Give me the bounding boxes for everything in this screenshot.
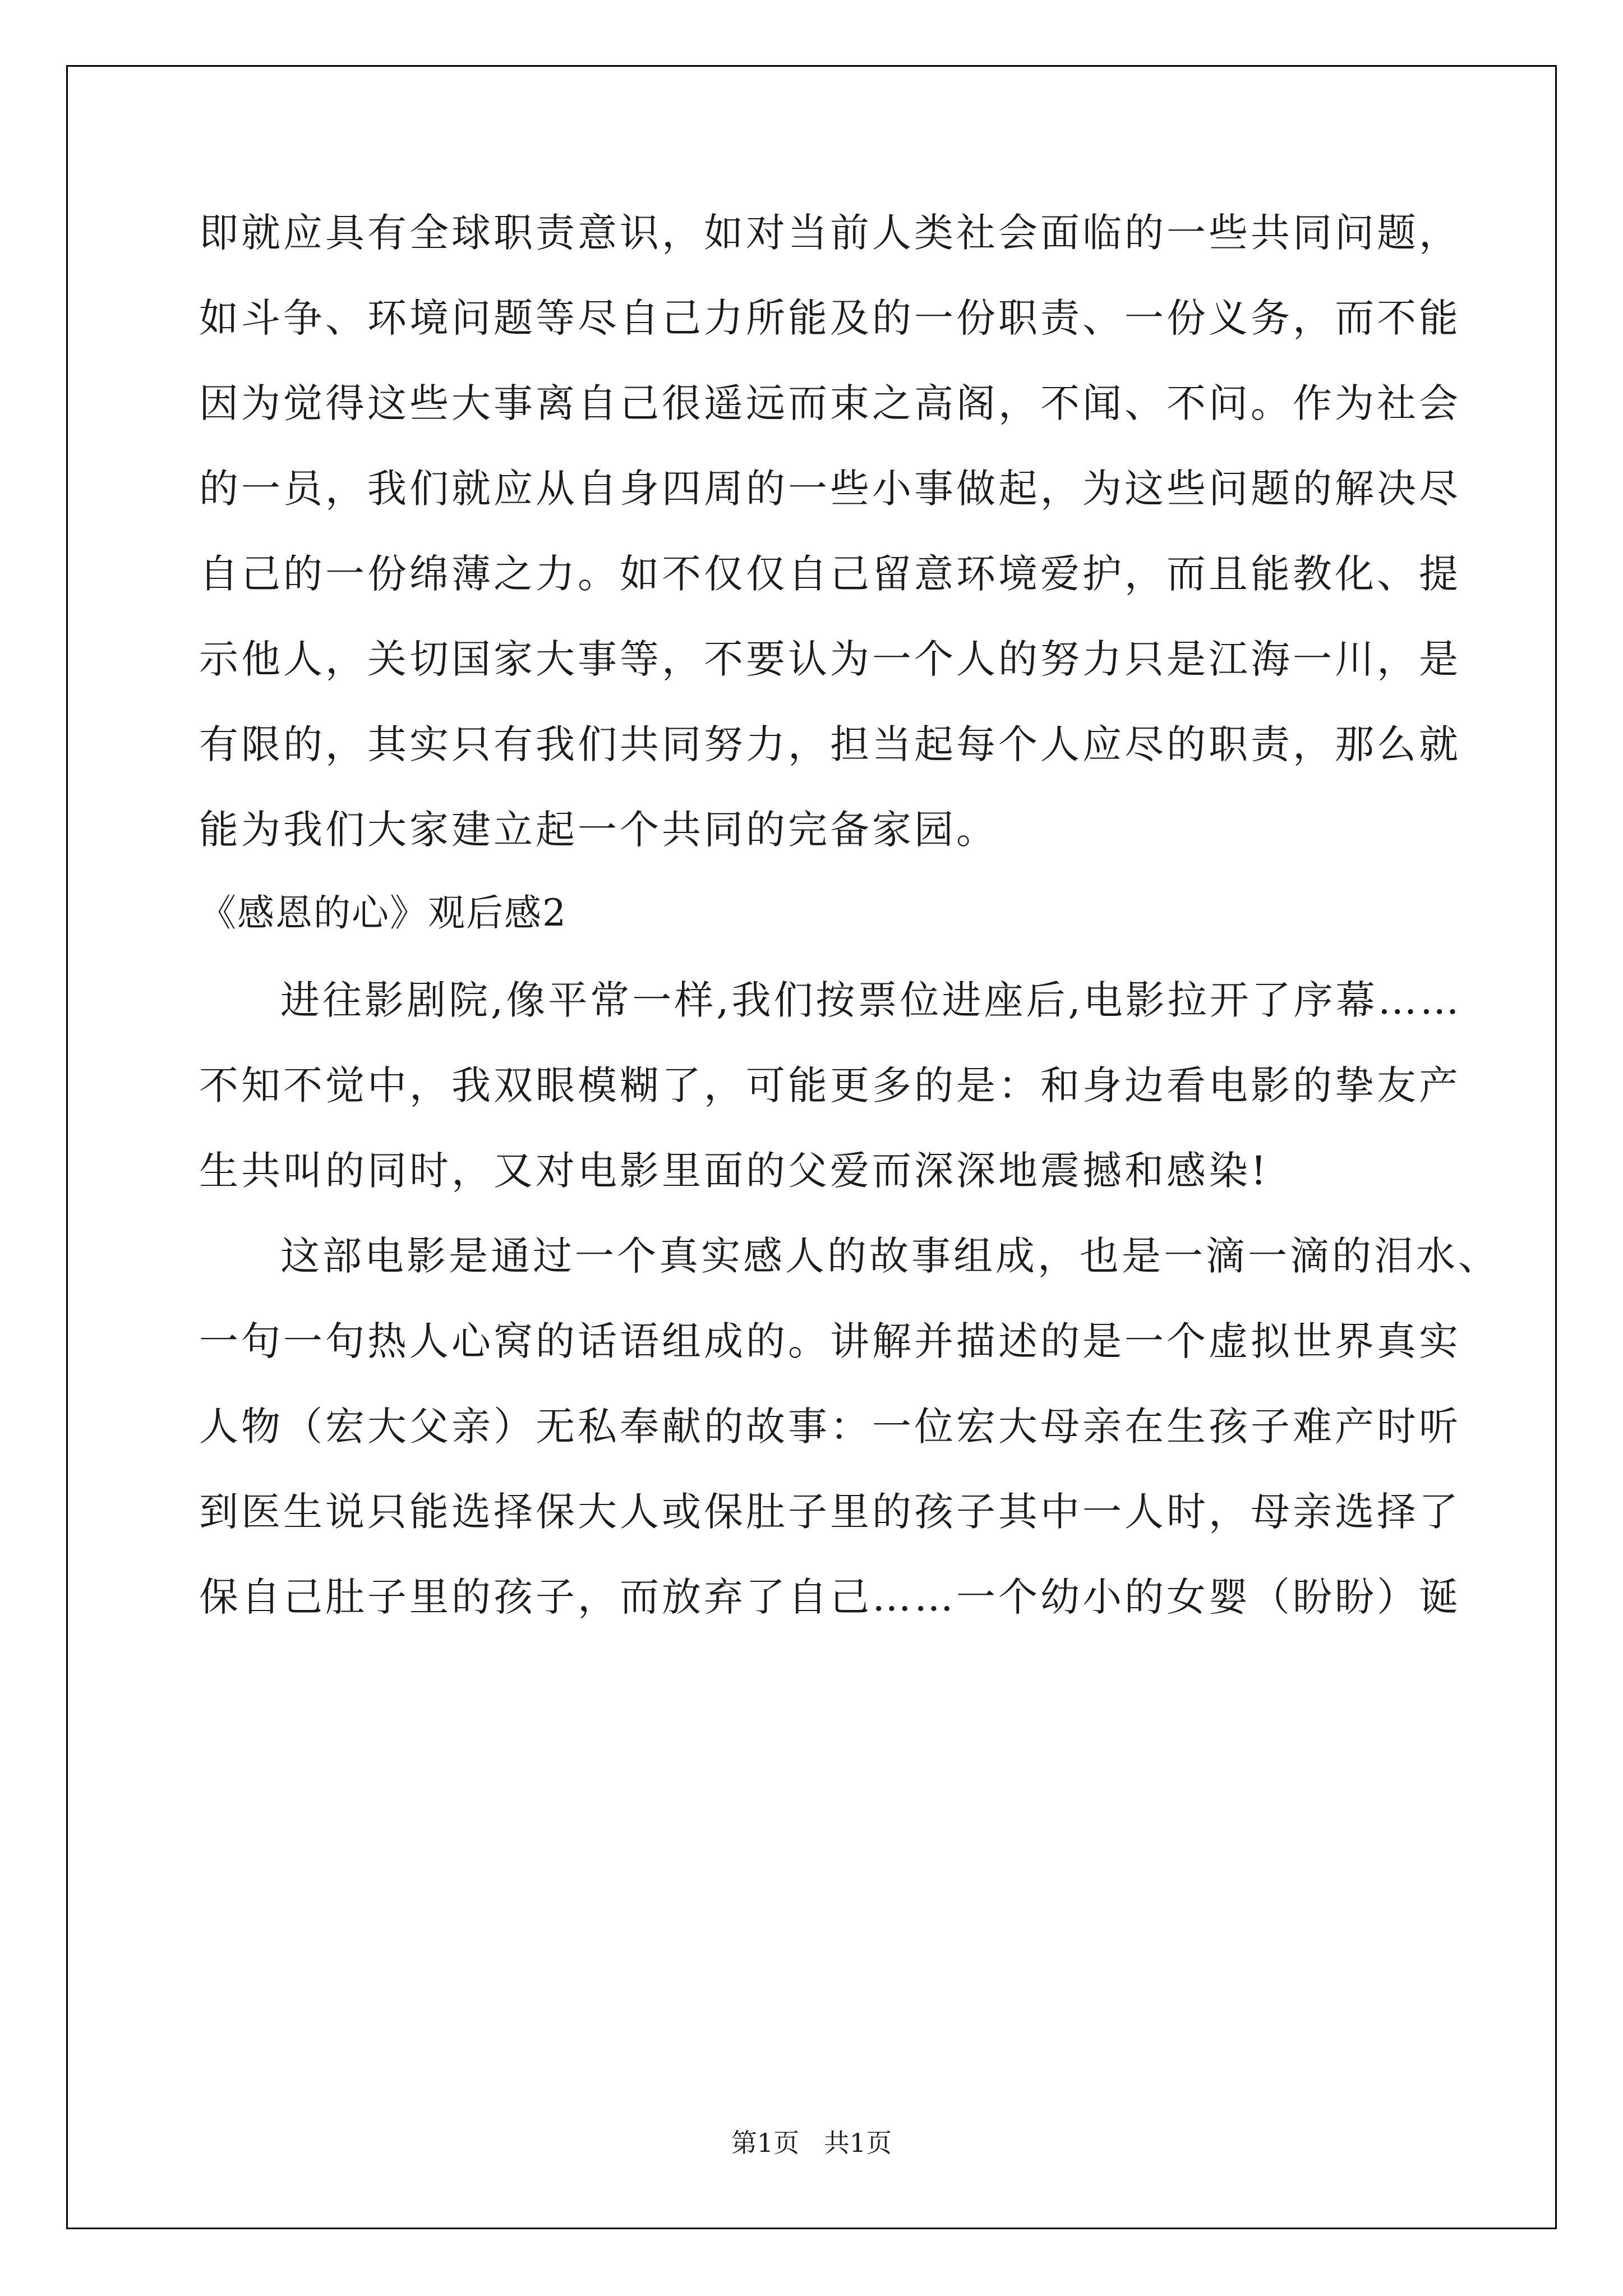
paragraph-1-line-3: 因为觉得这些大事离自己很遥远而束之高阁，不闻、不问。作为社会 [199,380,1461,426]
paragraph-1-line-7: 有限的，其实只有我们共同努力，担当起每个人应尽的职责，那么就 [199,721,1461,767]
paragraph-3-line-2: 一句一句热人心窝的话语组成的。讲解并描述的是一个虚拟世界真实 [199,1318,1461,1364]
paragraph-1-line-4: 的一员，我们就应从自身四周的一些小事做起，为这些问题的解决尽 [199,466,1461,512]
paragraph-3-line-5: 保自己肚子里的孩子，而放弃了自己……一个幼小的女婴（盼盼）诞 [199,1574,1461,1620]
paragraph-3-line-1: 这部电影是通过一个真实感人的故事组成，也是一滴一滴的泪水、 [280,1233,1500,1279]
paragraph-1-line-5: 自己的一份绵薄之力。如不仅仅自己留意环境爱护，而且能教化、提 [199,551,1461,597]
paragraph-2-line-3: 生共叫的同时，又对电影里面的父爱而深深地震撼和感染! [199,1148,1270,1194]
paragraph-2-line-1: 进往影剧院,像平常一样,我们按票位进座后,电影拉开了序幕…… [280,977,1462,1023]
paragraph-3-line-3: 人物（宏大父亲）无私奉献的故事：一位宏大母亲在生孩子难产时听 [199,1404,1461,1450]
paragraph-1-line-6: 示他人，关切国家大事等，不要认为一个人的努力只是江海一川，是 [199,636,1461,682]
paragraph-2-line-2: 不知不觉中，我双眼模糊了，可能更多的是：和身边看电影的挚友产 [199,1062,1461,1108]
paragraph-1-line-8: 能为我们大家建立起一个共同的完备家园。 [199,807,998,853]
section-title: 《感恩的心》观后感2 [199,891,567,935]
paragraph-1-line-1: 即就应具有全球职责意识，如对当前人类社会面临的一些共同问题， [199,210,1461,256]
paragraph-3-line-4: 到医生说只能选择保大人或保肚子里的孩子其中一人时，母亲选择了 [199,1489,1461,1535]
page-footer: 第1页 共1页 [731,2128,892,2158]
paragraph-1-line-2: 如斗争、环境问题等尽自己力所能及的一份职责、一份义务，而不能 [199,295,1461,341]
